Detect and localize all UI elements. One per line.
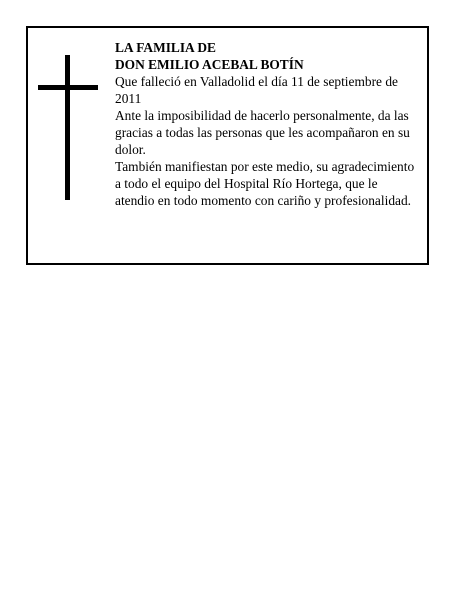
hospital-thanks-paragraph: También manifiestan por este medio, su agradecimiento a todo el equipo del Hospital Río Hortega, que le atendio en todo momento con cariño y profesionalidad. [115, 159, 415, 208]
obituary-notice [26, 26, 429, 265]
cross-vertical-bar [65, 55, 70, 200]
thanks-paragraph: Ante la imposibilidad de hacerlo personalmente, da las gracias a todas las personas que les acompañaron en su dolor. [115, 108, 410, 157]
notice-title-line-2: DON EMILIO ACEBAL BOTÍN [115, 57, 304, 72]
notice-text [115, 39, 420, 209]
notice-title-line-1: LA FAMILIA DE [115, 40, 216, 55]
cross-icon [38, 55, 98, 200]
death-announcement: Que falleció en Valladolid el día 11 de septiembre de 2011 [115, 74, 398, 106]
cross-horizontal-bar [38, 85, 98, 90]
